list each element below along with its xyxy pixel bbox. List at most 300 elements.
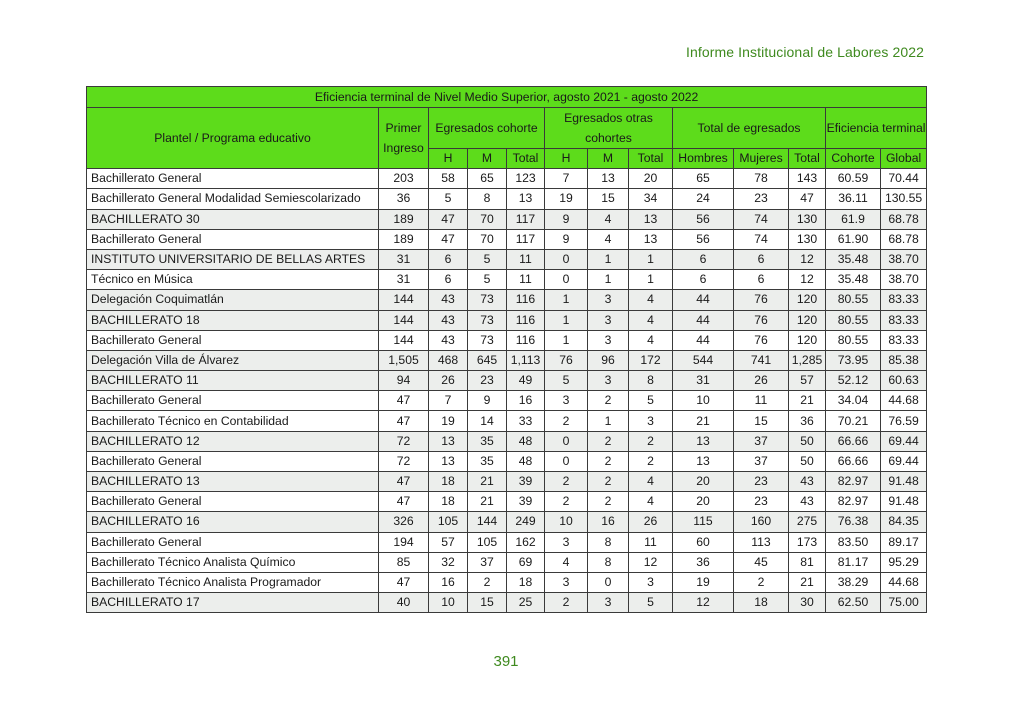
cell-primer-ingreso: 47	[379, 492, 429, 512]
cell-coh-total: 123	[507, 169, 545, 189]
cell-coh-total: 39	[507, 472, 545, 492]
cell-eficiencia-global: 68.78	[881, 229, 927, 249]
table-row	[87, 249, 927, 269]
cell-coh-total: 69	[507, 552, 545, 572]
cell-hombres: 56	[673, 209, 734, 229]
cell-total-egresados: 120	[789, 310, 826, 330]
col-mujeres: Mujeres	[734, 149, 789, 169]
cell-coh-total: 11	[507, 270, 545, 290]
cell-hombres: 44	[673, 310, 734, 330]
cell-primer-ingreso: 94	[379, 371, 429, 391]
row-program-name: Bachillerato General	[87, 532, 379, 552]
cell-coh-h: 19	[429, 411, 468, 431]
cell-otras-h: 2	[545, 492, 588, 512]
table-row	[87, 512, 927, 532]
cell-coh-m: 35	[468, 431, 507, 451]
cell-eficiencia-global: 83.33	[881, 290, 927, 310]
cell-total-egresados: 30	[789, 593, 826, 613]
cell-otras-h: 5	[545, 371, 588, 391]
cell-otras-total: 1	[629, 249, 673, 269]
cell-mujeres: 6	[734, 249, 789, 269]
cell-hombres: 44	[673, 330, 734, 350]
cell-primer-ingreso: 36	[379, 189, 429, 209]
cell-hombres: 24	[673, 189, 734, 209]
cell-mujeres: 11	[734, 391, 789, 411]
cell-mujeres: 23	[734, 472, 789, 492]
cell-mujeres: 76	[734, 330, 789, 350]
cell-coh-m: 70	[468, 229, 507, 249]
efficiency-table	[86, 86, 927, 613]
cell-eficiencia-global: 130.55	[881, 189, 927, 209]
row-program-name: Bachillerato General	[87, 169, 379, 189]
cell-otras-m: 96	[588, 350, 629, 370]
cell-eficiencia-global: 60.63	[881, 371, 927, 391]
cell-primer-ingreso: 47	[379, 472, 429, 492]
row-program-name: Bachillerato General	[87, 330, 379, 350]
cell-primer-ingreso: 72	[379, 451, 429, 471]
cell-mujeres: 18	[734, 593, 789, 613]
cell-primer-ingreso: 144	[379, 310, 429, 330]
cell-coh-m: 14	[468, 411, 507, 431]
table-row	[87, 472, 927, 492]
cell-otras-m: 4	[588, 229, 629, 249]
table-row	[87, 572, 927, 592]
cell-eficiencia-global: 68.78	[881, 209, 927, 229]
cell-hombres: 115	[673, 512, 734, 532]
cell-coh-total: 49	[507, 371, 545, 391]
row-program-name: Bachillerato Técnico Analista Químico	[87, 552, 379, 572]
cell-otras-total: 12	[629, 552, 673, 572]
cell-otras-total: 172	[629, 350, 673, 370]
cell-eficiencia-global: 83.33	[881, 330, 927, 350]
cell-eficiencia-cohorte: 38.29	[826, 572, 881, 592]
table-row	[87, 451, 927, 471]
cell-coh-h: 6	[429, 270, 468, 290]
cell-hombres: 13	[673, 451, 734, 471]
cell-primer-ingreso: 189	[379, 209, 429, 229]
cell-total-egresados: 36	[789, 411, 826, 431]
cell-coh-m: 21	[468, 472, 507, 492]
cell-total-egresados: 21	[789, 572, 826, 592]
cell-hombres: 31	[673, 371, 734, 391]
table-row	[87, 209, 927, 229]
row-program-name: BACHILLERATO 17	[87, 593, 379, 613]
cell-eficiencia-global: 44.68	[881, 572, 927, 592]
cell-total-egresados: 21	[789, 391, 826, 411]
col-eficiencia: Eficiencia terminal	[826, 108, 927, 149]
cell-mujeres: 74	[734, 209, 789, 229]
cell-otras-h: 9	[545, 229, 588, 249]
cell-otras-m: 0	[588, 572, 629, 592]
row-program-name: Bachillerato Técnico en Contabilidad	[87, 411, 379, 431]
cell-otras-h: 2	[545, 411, 588, 431]
table-row	[87, 492, 927, 512]
cell-eficiencia-cohorte: 80.55	[826, 330, 881, 350]
table-row	[87, 310, 927, 330]
cell-mujeres: 76	[734, 290, 789, 310]
cell-eficiencia-cohorte: 35.48	[826, 270, 881, 290]
cell-coh-total: 33	[507, 411, 545, 431]
cell-mujeres: 15	[734, 411, 789, 431]
cell-coh-h: 43	[429, 330, 468, 350]
cell-hombres: 6	[673, 270, 734, 290]
cell-mujeres: 23	[734, 189, 789, 209]
cell-hombres: 20	[673, 472, 734, 492]
cell-otras-h: 1	[545, 310, 588, 330]
cell-otras-h: 7	[545, 169, 588, 189]
cell-otras-m: 1	[588, 270, 629, 290]
cell-otras-total: 3	[629, 411, 673, 431]
cell-coh-m: 73	[468, 310, 507, 330]
col-coh-total: Total	[507, 149, 545, 169]
running-header-title: Informe Institucional de Labores 2022	[686, 44, 924, 60]
cell-eficiencia-global: 83.33	[881, 310, 927, 330]
cell-mujeres: 37	[734, 431, 789, 451]
cell-otras-h: 19	[545, 189, 588, 209]
cell-eficiencia-cohorte: 34.04	[826, 391, 881, 411]
cell-eficiencia-cohorte: 82.97	[826, 492, 881, 512]
cell-eficiencia-cohorte: 36.11	[826, 189, 881, 209]
cell-otras-total: 4	[629, 472, 673, 492]
cell-total-egresados: 130	[789, 209, 826, 229]
cell-eficiencia-global: 69.44	[881, 431, 927, 451]
cell-total-egresados: 143	[789, 169, 826, 189]
cell-coh-m: 2	[468, 572, 507, 592]
cell-eficiencia-cohorte: 83.50	[826, 532, 881, 552]
cell-otras-h: 1	[545, 330, 588, 350]
row-program-name: INSTITUTO UNIVERSITARIO DE BELLAS ARTES	[87, 249, 379, 269]
table-row	[87, 350, 927, 370]
cell-eficiencia-global: 69.44	[881, 451, 927, 471]
cell-eficiencia-global: 70.44	[881, 169, 927, 189]
cell-otras-total: 8	[629, 371, 673, 391]
cell-otras-m: 15	[588, 189, 629, 209]
cell-otras-total: 4	[629, 290, 673, 310]
cell-eficiencia-global: 84.35	[881, 512, 927, 532]
cell-eficiencia-global: 38.70	[881, 270, 927, 290]
cell-coh-h: 6	[429, 249, 468, 269]
cell-coh-h: 26	[429, 371, 468, 391]
cell-primer-ingreso: 203	[379, 169, 429, 189]
cell-coh-total: 25	[507, 593, 545, 613]
cell-otras-h: 3	[545, 572, 588, 592]
col-coh-m: M	[468, 149, 507, 169]
cell-primer-ingreso: 40	[379, 593, 429, 613]
cell-coh-m: 73	[468, 330, 507, 350]
cell-coh-h: 43	[429, 310, 468, 330]
cell-hombres: 6	[673, 249, 734, 269]
cell-otras-m: 2	[588, 492, 629, 512]
cell-otras-m: 2	[588, 451, 629, 471]
cell-coh-m: 105	[468, 532, 507, 552]
table-row	[87, 270, 927, 290]
cell-coh-m: 144	[468, 512, 507, 532]
cell-coh-h: 47	[429, 209, 468, 229]
cell-hombres: 21	[673, 411, 734, 431]
cell-otras-h: 3	[545, 391, 588, 411]
cell-primer-ingreso: 47	[379, 411, 429, 431]
cell-otras-m: 2	[588, 472, 629, 492]
cell-hombres: 10	[673, 391, 734, 411]
cell-otras-m: 3	[588, 330, 629, 350]
table-row	[87, 169, 927, 189]
cell-otras-h: 0	[545, 431, 588, 451]
table-row	[87, 532, 927, 552]
cell-hombres: 19	[673, 572, 734, 592]
cell-otras-m: 3	[588, 593, 629, 613]
cell-otras-total: 2	[629, 451, 673, 471]
col-cohorte: Cohorte	[826, 149, 881, 169]
row-program-name: Delegación Villa de Álvarez	[87, 350, 379, 370]
cell-otras-total: 2	[629, 431, 673, 451]
cell-otras-h: 0	[545, 451, 588, 471]
cell-otras-h: 3	[545, 532, 588, 552]
table-row	[87, 330, 927, 350]
cell-coh-total: 116	[507, 330, 545, 350]
cell-eficiencia-cohorte: 81.17	[826, 552, 881, 572]
cell-otras-m: 3	[588, 290, 629, 310]
col-total-eg: Total	[789, 149, 826, 169]
cell-mujeres: 160	[734, 512, 789, 532]
table-row	[87, 593, 927, 613]
cell-coh-total: 16	[507, 391, 545, 411]
cell-otras-m: 1	[588, 411, 629, 431]
cell-otras-m: 2	[588, 391, 629, 411]
cell-primer-ingreso: 47	[379, 572, 429, 592]
cell-coh-total: 117	[507, 209, 545, 229]
cell-otras-h: 10	[545, 512, 588, 532]
cell-hombres: 44	[673, 290, 734, 310]
cell-primer-ingreso: 144	[379, 290, 429, 310]
cell-hombres: 36	[673, 552, 734, 572]
cell-coh-m: 5	[468, 249, 507, 269]
cell-otras-total: 5	[629, 391, 673, 411]
cell-coh-total: 18	[507, 572, 545, 592]
col-otras-m: M	[588, 149, 629, 169]
cell-total-egresados: 120	[789, 330, 826, 350]
cell-total-egresados: 50	[789, 451, 826, 471]
cell-otras-m: 16	[588, 512, 629, 532]
cell-coh-m: 23	[468, 371, 507, 391]
table-row	[87, 391, 927, 411]
table-title: Eficiencia terminal de Nivel Medio Superior, agosto 2021 - agosto 2022	[87, 87, 927, 108]
cell-otras-total: 13	[629, 229, 673, 249]
row-program-name: Bachillerato Técnico Analista Programador	[87, 572, 379, 592]
cell-primer-ingreso: 1,505	[379, 350, 429, 370]
table-row	[87, 411, 927, 431]
col-total-egresados: Total de egresados	[673, 108, 826, 149]
col-otras-total: Total	[629, 149, 673, 169]
cell-eficiencia-cohorte: 76.38	[826, 512, 881, 532]
row-program-name: BACHILLERATO 30	[87, 209, 379, 229]
cell-otras-total: 4	[629, 492, 673, 512]
cell-otras-total: 4	[629, 330, 673, 350]
cell-otras-m: 3	[588, 310, 629, 330]
row-program-name: Delegación Coquimatlán	[87, 290, 379, 310]
cell-eficiencia-cohorte: 35.48	[826, 249, 881, 269]
cell-total-egresados: 275	[789, 512, 826, 532]
cell-mujeres: 26	[734, 371, 789, 391]
cell-otras-total: 13	[629, 209, 673, 229]
cell-mujeres: 6	[734, 270, 789, 290]
cell-coh-m: 70	[468, 209, 507, 229]
cell-eficiencia-global: 44.68	[881, 391, 927, 411]
cell-otras-total: 34	[629, 189, 673, 209]
row-program-name: Bachillerato General	[87, 229, 379, 249]
cell-eficiencia-cohorte: 66.66	[826, 451, 881, 471]
cell-eficiencia-cohorte: 70.21	[826, 411, 881, 431]
cell-eficiencia-cohorte: 80.55	[826, 290, 881, 310]
col-primer-ingreso: Primer Ingreso	[379, 108, 429, 169]
row-program-name: BACHILLERATO 16	[87, 512, 379, 532]
cell-mujeres: 76	[734, 310, 789, 330]
cell-primer-ingreso: 72	[379, 431, 429, 451]
cell-otras-m: 4	[588, 209, 629, 229]
table-row	[87, 290, 927, 310]
cell-eficiencia-global: 75.00	[881, 593, 927, 613]
row-program-name: Bachillerato General	[87, 391, 379, 411]
cell-otras-h: 4	[545, 552, 588, 572]
cell-eficiencia-global: 91.48	[881, 472, 927, 492]
cell-coh-m: 5	[468, 270, 507, 290]
cell-coh-h: 58	[429, 169, 468, 189]
cell-coh-m: 37	[468, 552, 507, 572]
cell-coh-h: 10	[429, 593, 468, 613]
table-body	[87, 169, 927, 613]
cell-eficiencia-cohorte: 61.90	[826, 229, 881, 249]
cell-coh-total: 39	[507, 492, 545, 512]
cell-total-egresados: 43	[789, 492, 826, 512]
col-coh-h: H	[429, 149, 468, 169]
cell-mujeres: 78	[734, 169, 789, 189]
cell-coh-total: 162	[507, 532, 545, 552]
cell-primer-ingreso: 31	[379, 249, 429, 269]
col-egresados-cohorte: Egresados cohorte	[429, 108, 545, 149]
cell-total-egresados: 50	[789, 431, 826, 451]
row-program-name: BACHILLERATO 11	[87, 371, 379, 391]
cell-eficiencia-cohorte: 73.95	[826, 350, 881, 370]
cell-coh-m: 35	[468, 451, 507, 471]
col-hombres: Hombres	[673, 149, 734, 169]
cell-otras-total: 1	[629, 270, 673, 290]
cell-otras-total: 5	[629, 593, 673, 613]
cell-hombres: 20	[673, 492, 734, 512]
row-program-name: Bachillerato General	[87, 492, 379, 512]
cell-coh-m: 21	[468, 492, 507, 512]
cell-coh-total: 116	[507, 290, 545, 310]
cell-eficiencia-cohorte: 80.55	[826, 310, 881, 330]
cell-coh-h: 32	[429, 552, 468, 572]
cell-primer-ingreso: 85	[379, 552, 429, 572]
row-program-name: BACHILLERATO 12	[87, 431, 379, 451]
cell-coh-h: 47	[429, 229, 468, 249]
table-row	[87, 229, 927, 249]
cell-coh-total: 13	[507, 189, 545, 209]
cell-hombres: 65	[673, 169, 734, 189]
cell-total-egresados: 1,285	[789, 350, 826, 370]
row-program-name: BACHILLERATO 13	[87, 472, 379, 492]
cell-primer-ingreso: 326	[379, 512, 429, 532]
cell-total-egresados: 12	[789, 249, 826, 269]
row-program-name: Bachillerato General	[87, 451, 379, 471]
cell-eficiencia-global: 95.29	[881, 552, 927, 572]
cell-coh-h: 43	[429, 290, 468, 310]
col-plantel: Plantel / Programa educativo	[87, 108, 379, 169]
cell-otras-total: 4	[629, 310, 673, 330]
cell-coh-h: 13	[429, 431, 468, 451]
cell-eficiencia-global: 76.59	[881, 411, 927, 431]
cell-otras-h: 2	[545, 593, 588, 613]
cell-coh-m: 65	[468, 169, 507, 189]
cell-total-egresados: 47	[789, 189, 826, 209]
table-row	[87, 552, 927, 572]
row-program-name: Técnico en Música	[87, 270, 379, 290]
cell-total-egresados: 57	[789, 371, 826, 391]
cell-coh-h: 468	[429, 350, 468, 370]
cell-otras-total: 11	[629, 532, 673, 552]
cell-mujeres: 741	[734, 350, 789, 370]
page-number: 391	[493, 653, 519, 670]
cell-eficiencia-cohorte: 61.9	[826, 209, 881, 229]
cell-otras-h: 0	[545, 249, 588, 269]
cell-eficiencia-global: 85.38	[881, 350, 927, 370]
cell-eficiencia-cohorte: 60.59	[826, 169, 881, 189]
cell-hombres: 13	[673, 431, 734, 451]
cell-otras-m: 13	[588, 169, 629, 189]
cell-coh-h: 7	[429, 391, 468, 411]
cell-coh-total: 249	[507, 512, 545, 532]
cell-primer-ingreso: 47	[379, 391, 429, 411]
col-egresados-otras: Egresados otras cohortes	[545, 108, 673, 149]
cell-total-egresados: 173	[789, 532, 826, 552]
cell-eficiencia-global: 38.70	[881, 249, 927, 269]
cell-coh-h: 5	[429, 189, 468, 209]
table-row	[87, 371, 927, 391]
cell-coh-h: 18	[429, 472, 468, 492]
cell-coh-m: 8	[468, 189, 507, 209]
cell-otras-m: 8	[588, 532, 629, 552]
table-row	[87, 189, 927, 209]
cell-coh-total: 48	[507, 451, 545, 471]
cell-otras-m: 8	[588, 552, 629, 572]
cell-primer-ingreso: 31	[379, 270, 429, 290]
cell-otras-total: 3	[629, 572, 673, 592]
table-row	[87, 431, 927, 451]
cell-coh-total: 1,113	[507, 350, 545, 370]
table-header	[87, 87, 927, 169]
cell-mujeres: 23	[734, 492, 789, 512]
cell-eficiencia-cohorte: 66.66	[826, 431, 881, 451]
cell-mujeres: 113	[734, 532, 789, 552]
row-program-name: BACHILLERATO 18	[87, 310, 379, 330]
cell-primer-ingreso: 194	[379, 532, 429, 552]
cell-hombres: 60	[673, 532, 734, 552]
cell-otras-total: 26	[629, 512, 673, 532]
cell-mujeres: 2	[734, 572, 789, 592]
cell-otras-m: 2	[588, 431, 629, 451]
cell-coh-m: 9	[468, 391, 507, 411]
cell-hombres: 12	[673, 593, 734, 613]
cell-primer-ingreso: 144	[379, 330, 429, 350]
cell-coh-m: 645	[468, 350, 507, 370]
cell-coh-total: 117	[507, 229, 545, 249]
cell-coh-total: 116	[507, 310, 545, 330]
cell-otras-m: 3	[588, 371, 629, 391]
cell-coh-h: 16	[429, 572, 468, 592]
cell-total-egresados: 130	[789, 229, 826, 249]
cell-primer-ingreso: 189	[379, 229, 429, 249]
cell-mujeres: 45	[734, 552, 789, 572]
